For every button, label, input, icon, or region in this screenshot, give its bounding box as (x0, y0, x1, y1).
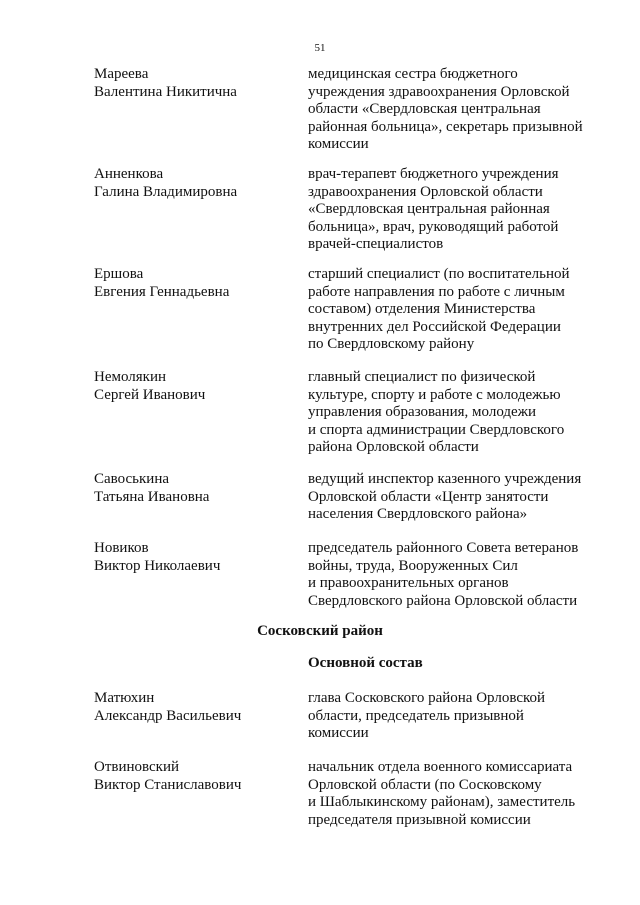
member-name: Новиков Виктор Николаевич (94, 540, 221, 574)
member-name: Ершова Евгения Геннадьевна (94, 266, 230, 300)
subsection-title: Основной состав (308, 655, 423, 671)
member-role: старший специалист (по воспитательной работе направления по работе с личным составом) отделения Министерства внутренних дел Российской Федерации по Свердловскому району (308, 266, 570, 352)
page-number: 51 (314, 42, 326, 54)
member-name: Мареева Валентина Никитична (94, 66, 237, 100)
member-role: главный специалист по физической культуре, спорту и работе с молодежью управления образования, молодежи и спорта администрации Свердловского района Орловской области (308, 369, 565, 455)
member-role: ведущий инспектор казенного учреждения Орловской области «Центр занятости населения Свердловского района» (308, 471, 582, 522)
member-name: Анненкова Галина Владимировна (94, 166, 238, 200)
member-role: начальник отдела военного комиссариата Орловской области (по Сосковскому и Шаблыкинскому районам), заместитель председателя призывной комиссии (308, 759, 576, 828)
member-role: глава Сосковского района Орловской области, председатель призывной комиссии (308, 690, 546, 741)
member-role: медицинская сестра бюджетного учреждения здравоохранения Орловской области «Свердловская центральная районная больница», секретарь призывной комиссии (308, 66, 583, 152)
member-name: Савоськина Татьяна Ивановна (94, 471, 210, 505)
member-role: председатель районного Совета ветеранов войны, труда, Вооруженных Сил и правоохранительных органов Свердловского района Орловской области (308, 540, 579, 609)
member-name: Немолякин Сергей Иванович (94, 369, 206, 403)
member-name: Матюхин Александр Васильевич (94, 690, 242, 724)
member-name: Отвиновский Виктор Станиславович (94, 759, 242, 793)
member-role: врач-терапевт бюджетного учреждения здравоохранения Орловской области «Свердловская центральная районная больница», врач, руководящий работой врачей-специалистов (308, 166, 559, 252)
section-title: Сосковский район (257, 623, 383, 639)
